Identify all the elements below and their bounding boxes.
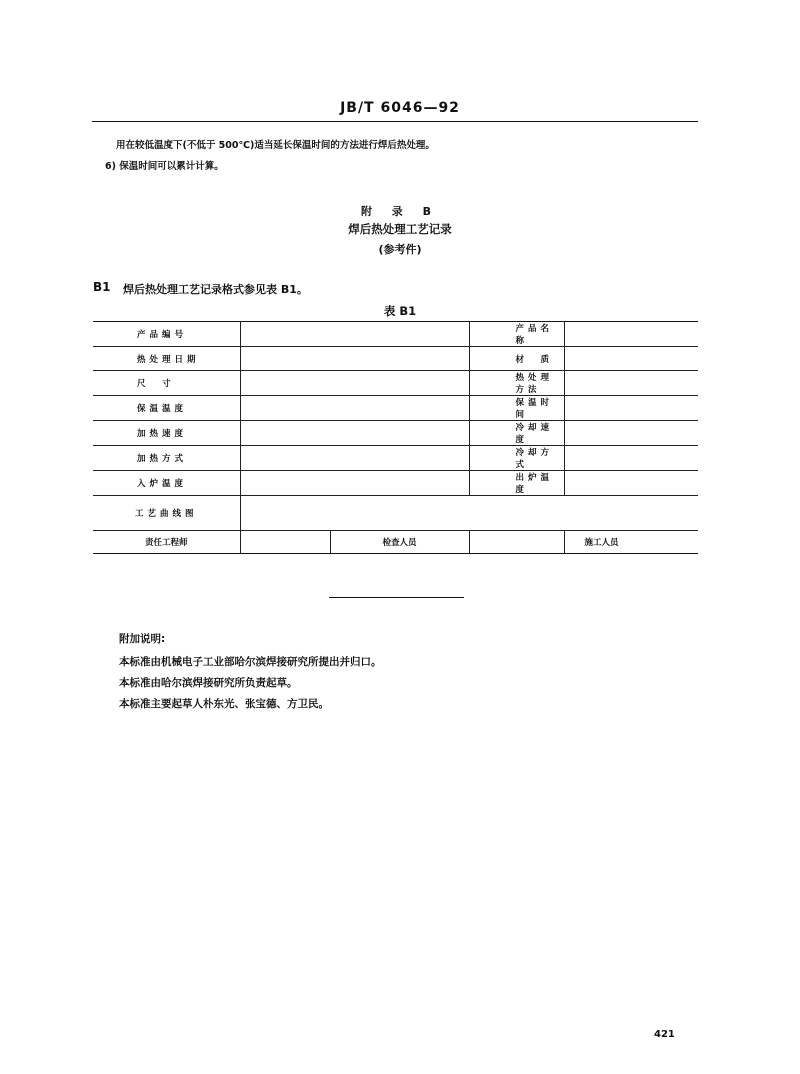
engineer-value bbox=[240, 531, 330, 554]
value-cell bbox=[564, 396, 698, 421]
end-rule bbox=[329, 597, 464, 598]
table-row-curve bbox=[93, 496, 698, 531]
value-cell bbox=[240, 347, 469, 371]
note-item: 本标准由机械电子工业部哈尔滨焊接研究所提出并归口。 bbox=[119, 656, 382, 668]
curve-label: 工艺曲线图 bbox=[134, 509, 198, 519]
inspector-value bbox=[469, 531, 564, 554]
row-label: 热处理日期 bbox=[137, 354, 200, 365]
standard-number: JB/T 6046—92 bbox=[340, 100, 460, 116]
value-cell bbox=[240, 471, 469, 496]
note-item: 本标准主要起草人朴东光、张宝德、方卫民。 bbox=[119, 698, 329, 710]
engineer-label: 责任工程师 bbox=[144, 538, 188, 548]
record-table bbox=[93, 321, 698, 554]
table-row bbox=[93, 446, 698, 471]
value-cell bbox=[564, 371, 698, 396]
note-item: 本标准由哈尔滨焊接研究所负责起草。 bbox=[119, 677, 298, 689]
table-row bbox=[93, 322, 698, 347]
value-cell bbox=[240, 322, 469, 347]
row-label: 产品编号 bbox=[137, 330, 188, 340]
table-row bbox=[93, 471, 698, 496]
table-row bbox=[93, 396, 698, 421]
value-cell bbox=[240, 421, 469, 446]
value-cell bbox=[564, 471, 698, 496]
table-row-signatures bbox=[93, 531, 698, 554]
table-row bbox=[93, 347, 698, 371]
row-label: 保温温度 bbox=[137, 404, 188, 414]
row-label: 保温时间 bbox=[469, 396, 564, 421]
section-text: 焊后热处理工艺记录格式参见表 B1。 bbox=[123, 283, 308, 296]
appendix-title: 焊后热处理工艺记录 bbox=[348, 222, 452, 236]
value-cell bbox=[240, 446, 469, 471]
worker-label: 施工人员 bbox=[564, 531, 698, 554]
row-label: 入炉温度 bbox=[137, 479, 188, 489]
notes-heading: 附加说明: bbox=[119, 633, 166, 645]
value-cell bbox=[564, 322, 698, 347]
appendix-label: 附 录 B bbox=[360, 205, 440, 218]
row-label: 加热速度 bbox=[137, 429, 188, 439]
row-label: 冷却速度 bbox=[469, 421, 564, 446]
row-label: 热处理方法 bbox=[469, 371, 564, 396]
value-cell bbox=[564, 347, 698, 371]
value-cell bbox=[240, 371, 469, 396]
table-row bbox=[93, 371, 698, 396]
row-label: 产品名称 bbox=[469, 322, 564, 347]
page-number: 421 bbox=[654, 1029, 675, 1040]
row-label: 出炉温度 bbox=[469, 471, 564, 496]
header-rule bbox=[92, 121, 698, 122]
body-line-2: 6) 保温时间可以累计计算。 bbox=[105, 161, 224, 172]
value-cell bbox=[564, 446, 698, 471]
row-label: 冷却方式 bbox=[469, 446, 564, 471]
value-cell bbox=[564, 421, 698, 446]
table-caption: 表 B1 bbox=[383, 304, 417, 318]
curve-area bbox=[240, 496, 698, 531]
table-row bbox=[93, 421, 698, 446]
row-label: 尺 寸 bbox=[137, 379, 175, 389]
body-line-1: 用在较低温度下(不低于 500℃)适当延长保温时间的方法进行焊后热处理。 bbox=[116, 140, 435, 151]
section-number: B1 bbox=[93, 280, 111, 294]
row-label: 加热方式 bbox=[137, 454, 188, 464]
appendix-subtitle: (参考件) bbox=[378, 243, 422, 256]
inspector-label: 检查人员 bbox=[330, 531, 469, 554]
row-label: 材 质 bbox=[469, 347, 564, 371]
value-cell bbox=[240, 396, 469, 421]
